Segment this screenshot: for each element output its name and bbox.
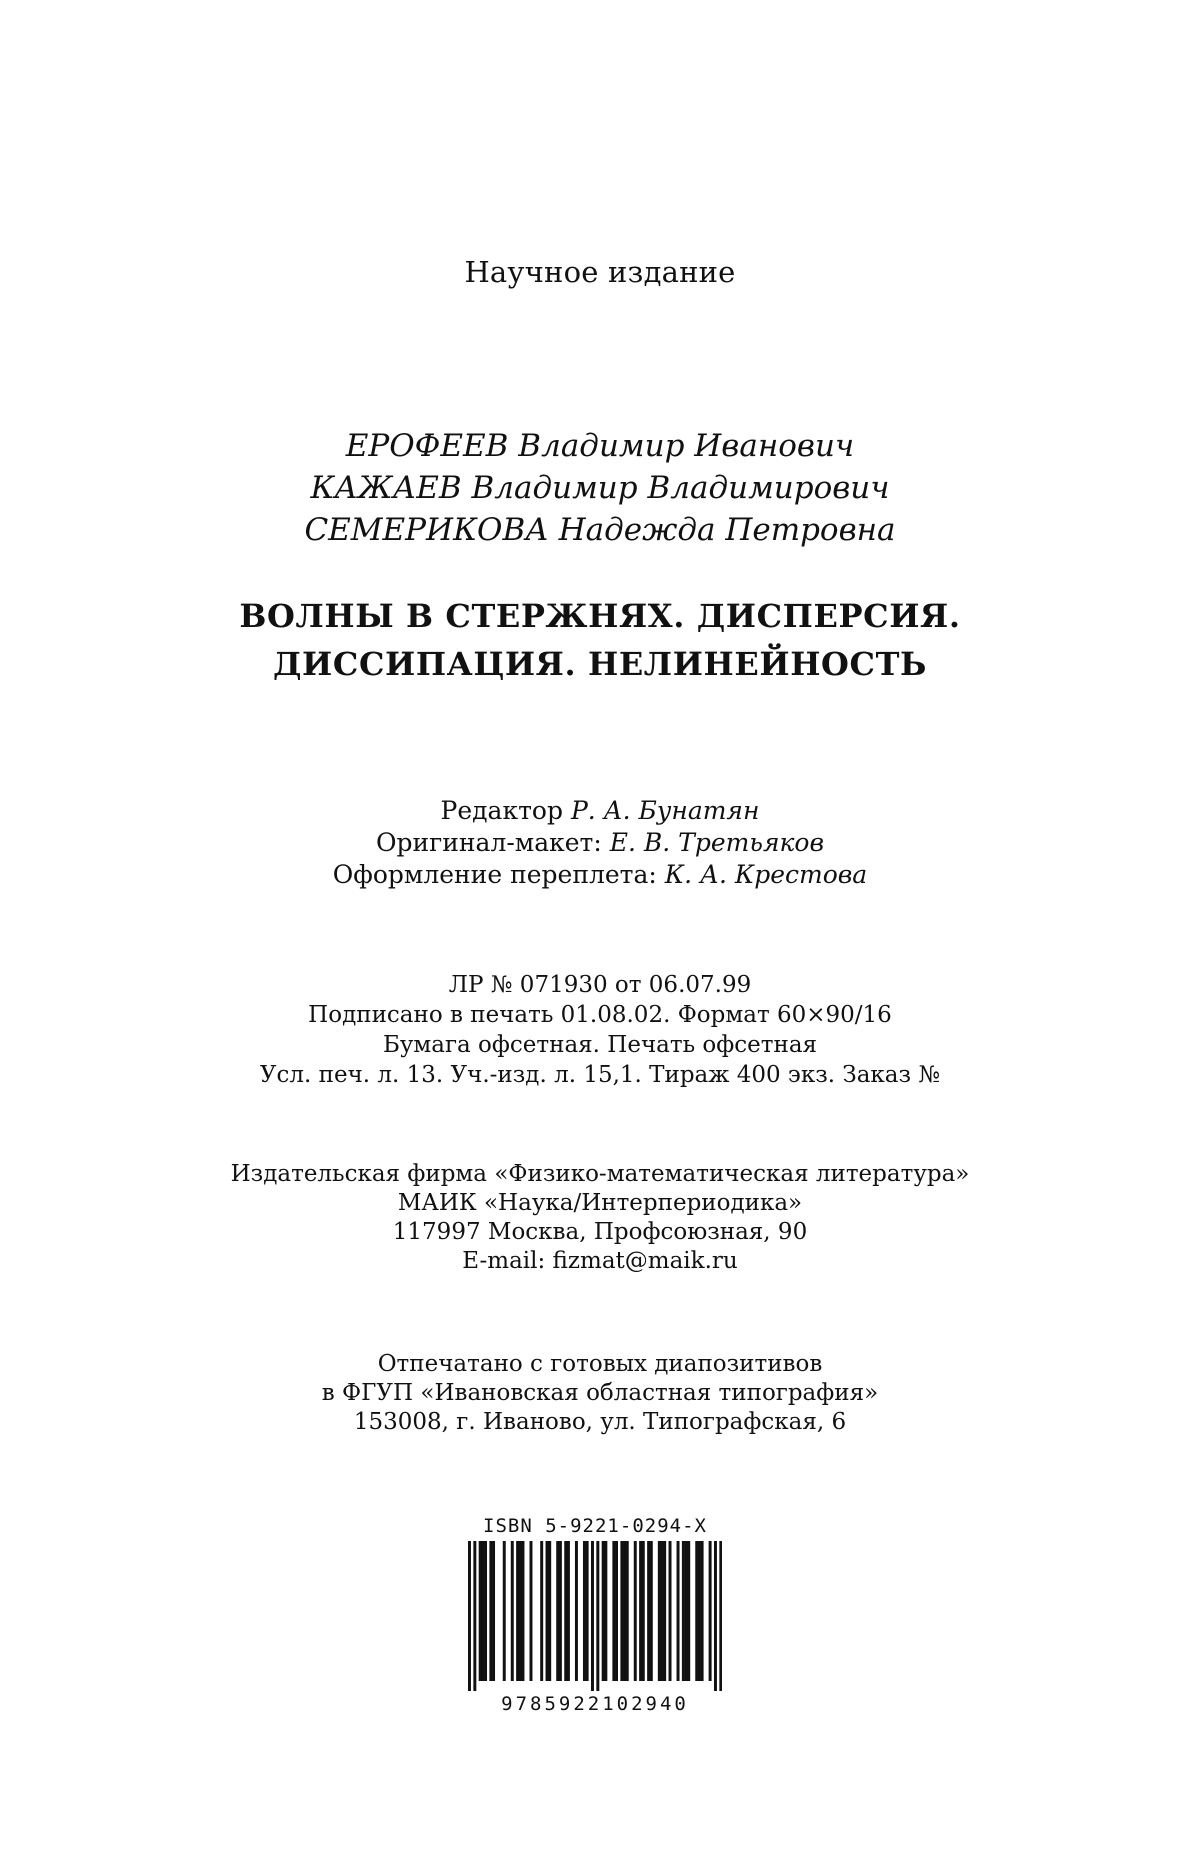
- barcode-bar: [511, 1541, 514, 1681]
- publisher-block: [0, 1160, 1200, 1276]
- barcode-bar: [626, 1541, 629, 1681]
- signed-line: Подписано в печать 01.08.02. Формат 60×90/16: [308, 1002, 892, 1028]
- barcode-bar: [714, 1541, 717, 1691]
- barcode-bar: [650, 1541, 653, 1681]
- layout-line: [0, 827, 1200, 859]
- barcode-bar: [658, 1541, 661, 1681]
- license-line: ЛР № 071930 от 06.07.99: [448, 972, 752, 998]
- barcode-bar: [564, 1541, 567, 1681]
- paper-line: Бумага офсетная. Печать офсетная: [382, 1032, 818, 1058]
- barcode-bar: [677, 1541, 680, 1681]
- barcode-bar: [519, 1541, 522, 1681]
- publisher-name: Издательская фирма «Физико-математическая литература»: [230, 1161, 970, 1187]
- author-3: СЕМЕРИКОВА Надежда Петровна: [304, 512, 896, 548]
- book-title: [0, 592, 1200, 688]
- barcode-bar: [586, 1541, 589, 1681]
- barcode-bar: [548, 1541, 551, 1681]
- barcode-bar: [575, 1541, 578, 1681]
- barcode-bar: [567, 1541, 570, 1681]
- editor-name: Р. А. Бунатян: [570, 796, 760, 825]
- printer-block: [0, 1350, 1200, 1437]
- printer-line-3: 153008, г. Иваново, ул. Типографская, 6: [353, 1409, 847, 1435]
- barcode-bar: [556, 1541, 559, 1681]
- barcode-bar: [479, 1541, 482, 1681]
- barcode-bar: [642, 1541, 645, 1681]
- barcode-bar: [701, 1541, 704, 1681]
- barcode-bar: [620, 1541, 623, 1681]
- barcode-bar: [709, 1541, 712, 1681]
- barcode-bar: [698, 1541, 701, 1681]
- editor-line: [0, 795, 1200, 827]
- barcode-bar: [615, 1541, 618, 1681]
- printer-line-2: в ФГУП «Ивановская областная типография»: [321, 1380, 879, 1406]
- barcode-bar: [591, 1541, 594, 1691]
- series-label: Научное издание: [464, 255, 736, 289]
- barcode-bar: [685, 1541, 688, 1681]
- barcode-bar: [669, 1541, 672, 1681]
- barcode-bar: [695, 1541, 698, 1681]
- barcode-bar: [481, 1541, 484, 1681]
- barcode-bar: [521, 1541, 524, 1681]
- barcode-digits: 9785922102940: [501, 1693, 689, 1715]
- barcode-bar: [682, 1541, 685, 1681]
- sheets-line: Усл. печ. л. 13. Уч.-изд. л. 15,1. Тираж 400 экз. Заказ №: [259, 1062, 941, 1088]
- isbn-label: ISBN 5-9221-0294-X: [483, 1515, 707, 1537]
- barcode-bar: [604, 1541, 607, 1681]
- editor-label: Редактор: [440, 796, 563, 825]
- barcode-bar: [612, 1541, 615, 1681]
- barcode-bar: [559, 1541, 562, 1681]
- barcode-bar: [719, 1541, 722, 1691]
- barcode-bar: [516, 1541, 519, 1681]
- barcode-bar: [583, 1541, 586, 1681]
- layout-label: Оригинал-макет:: [375, 828, 602, 857]
- cover-line: [0, 859, 1200, 891]
- layout-name: Е. В. Третьяков: [609, 828, 825, 857]
- barcode-bar: [661, 1541, 664, 1681]
- book-title-line-2: ДИССИПАЦИЯ. НЕЛИНЕЙНОСТЬ: [272, 645, 927, 683]
- publisher-email: E-mail: fizmat@maik.ru: [462, 1248, 738, 1274]
- publisher-maik: МАИК «Наука/Интерпериодика»: [397, 1190, 803, 1216]
- cover-name: К. А. Крестова: [664, 860, 868, 889]
- author-1: ЕРОФЕЕВ Владимир Иванович: [345, 428, 855, 464]
- barcode-bars-icon: [468, 1541, 722, 1691]
- author-2: КАЖАЕВ Владимир Владимирович: [310, 470, 890, 506]
- barcode-bar: [484, 1541, 487, 1681]
- barcode-bar: [639, 1541, 642, 1681]
- barcode-bar: [503, 1541, 506, 1681]
- barcode-bar: [647, 1541, 650, 1681]
- printer-line-1: Отпечатано с готовых диапозитивов: [377, 1351, 823, 1377]
- barcode-bar: [529, 1541, 532, 1681]
- barcode-bar: [492, 1541, 495, 1681]
- barcode-bar: [687, 1541, 690, 1681]
- barcode-bar: [634, 1541, 637, 1681]
- barcode-bar: [489, 1541, 492, 1681]
- barcode-bar: [596, 1541, 599, 1691]
- authors-block: [0, 425, 1200, 551]
- isbn-barcode: [460, 1515, 730, 1717]
- barcode-bar: [468, 1541, 471, 1691]
- barcode-bar: [602, 1541, 605, 1681]
- barcode-bar: [540, 1541, 543, 1681]
- barcode-bar: [546, 1541, 549, 1681]
- barcode-bar: [473, 1541, 476, 1691]
- barcode-bar: [663, 1541, 666, 1681]
- print-data-block: [0, 970, 1200, 1090]
- cover-label: Оформление переплета:: [332, 860, 657, 889]
- publisher-address: 117997 Москва, Профсоюзная, 90: [392, 1219, 808, 1245]
- book-title-line-1: ВОЛНЫ В СТЕРЖНЯХ. ДИСПЕРСИЯ.: [239, 597, 961, 635]
- barcode-bar: [623, 1541, 626, 1681]
- credits-block: [0, 795, 1200, 891]
